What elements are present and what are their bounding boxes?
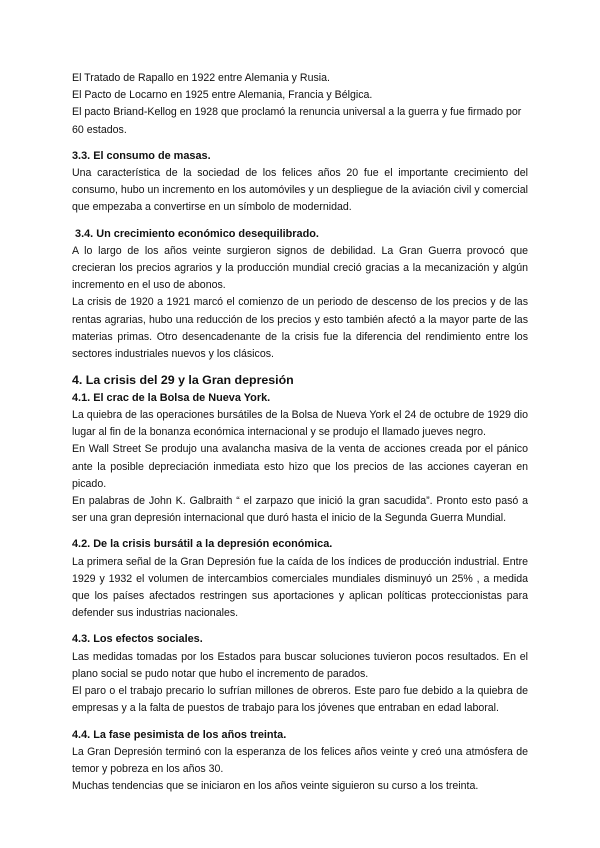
section-4-2-paragraph: La primera señal de la Gran Depresión fue la caída de los índices de producción industrial. Entre 1929 y 1932 el volumen de intercambios comerciales mundiales disminuyó un 25% , a medida que los países afectados restringen sus aportaciones y aplican políticas proteccionistas para defender sus industrias nacionales. [72, 555, 528, 620]
treaty-locarno: El Pacto de Locarno en 1925 entre Alemania, Francia y Bélgica. [72, 89, 373, 102]
section-4-heading: 4. La crisis del 29 y la Gran depresión [72, 373, 294, 388]
section-3-4-paragraph: A lo largo de los años veinte surgieron signos de debilidad. La Gran Guerra provocó que crecieran los precios agrarios y la producción mundial creció gracias a la mecanización y algún incremento en el uso de abonos. [72, 244, 528, 292]
section-4-4-heading: 4.4. La fase pesimista de los años treinta. [72, 728, 287, 741]
section-3-3-heading: 3.3. El consumo de masas. [72, 149, 211, 162]
section-4-1-paragraph: En palabras de John K. Galbraith “ el zarpazo que inició la gran sacudida”. Pronto esto pasó a ser una gran depresión internacional que duró hasta el inicio de la Segunda Guerra Mundial. [72, 495, 528, 525]
document-page [72, 70, 528, 795]
section-4-3-paragraph: Las medidas tomadas por los Estados para buscar soluciones tuvieron pocos resultados. En el plano social se pudo notar que hubo el incremento de parados. [72, 650, 528, 680]
section-4-1-paragraph: En Wall Street Se produjo una avalancha masiva de la venta de acciones creada por el pánico ante la posible depreciación inmediata esto hizo que los precios de las acciones cayeran en picado. [72, 443, 528, 490]
section-3-4-paragraph: La crisis de 1920 a 1921 marcó el comienzo de un periodo de descenso de los precios y de las rentas agrarias, hubo una reducción de los precios y esto también afectó a la mayor parte de las materias primas. Otro desencadenante de la crisis fue la diferencia del rendimiento entre los sectores industriales nuevos y los clásicos. [72, 296, 528, 361]
pact-briand-kellog: El pacto Briand-Kellog en 1928 que proclamó la renuncia universal a la guerra y fue firmado por 60 estados. [72, 106, 522, 136]
section-4-3-paragraph: El paro o el trabajo precario lo sufrían millones de obreros. Este paro fue debido a la quiebra de empresas y a la falta de puestos de trabajo para los jóvenes que entraban en edad laboral. [72, 685, 528, 715]
section-4-4-paragraph: La Gran Depresión terminó con la esperanza de los felices años veinte y creó una atmósfera de temor y pobreza en los años 30. [72, 745, 528, 775]
section-4-1-paragraph: La quiebra de las operaciones bursátiles de la Bolsa de Nueva York el 24 de octubre de 1929 dio lugar al fin de la bonanza económica internacional y se produjo el llamado jueves negro. [72, 409, 528, 439]
section-4-1-heading: 4.1. El crac de la Bolsa de Nueva York. [72, 391, 271, 404]
section-3-3-paragraph: Una característica de la sociedad de los felices años 20 fue el importante crecimiento del consumo, hubo un incremento en los automóviles y un despliegue de la aviación civil y comercial que empezaba a convertirse en un símbolo de modernidad. [72, 167, 528, 214]
section-4-3-heading: 4.3. Los efectos sociales. [72, 633, 203, 646]
treaty-rapallo: El Tratado de Rapallo en 1922 entre Alemania y Rusia. [72, 72, 330, 84]
section-3-4-heading: 3.4. Un crecimiento económico desequilibrado. [72, 227, 319, 240]
section-4-4-paragraph: Muchas tendencias que se iniciaron en los años veinte siguieron su curso a los treinta. [72, 780, 479, 793]
section-4-2-heading: 4.2. De la crisis bursátil a la depresión económica. [72, 538, 333, 551]
